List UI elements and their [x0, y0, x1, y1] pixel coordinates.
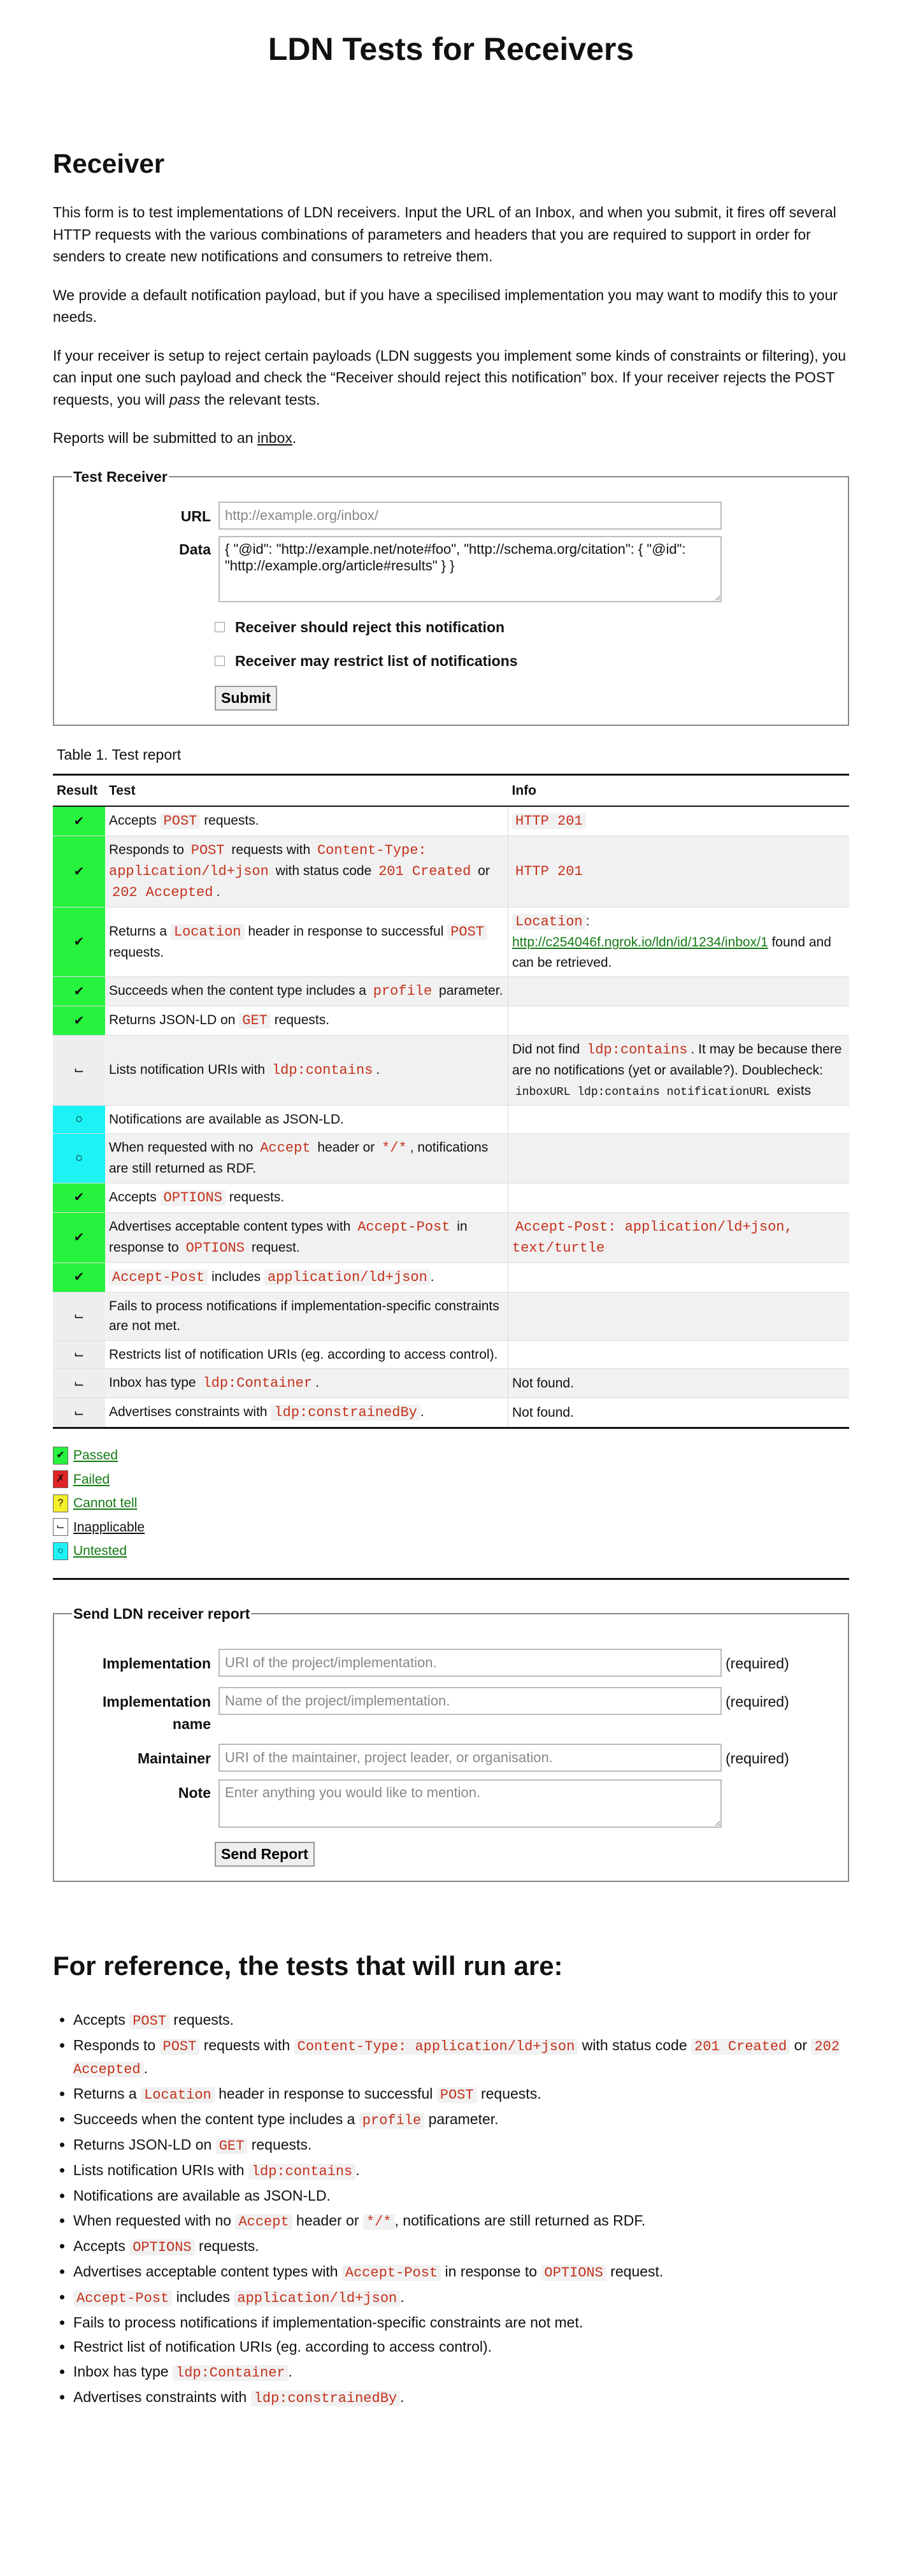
info-cell: [508, 977, 850, 1006]
table-row: [53, 1183, 849, 1212]
note-textarea[interactable]: [218, 1779, 722, 1828]
table-row: [53, 836, 849, 908]
inapplicable-icon: ⌙: [53, 1518, 68, 1536]
note-label: Note: [178, 1784, 211, 1801]
page-title: LDN Tests for Receivers: [268, 31, 634, 67]
maintainer-row: [72, 1744, 830, 1772]
send-report-legend: Send LDN receiver report: [73, 1605, 250, 1622]
list-item: • Accepts OPTIONS requests.: [73, 2235, 849, 2258]
implementation-name-label: Implementation name: [103, 1693, 211, 1732]
untested-icon: ○: [53, 1542, 68, 1560]
list-item: • Advertises acceptable content types with Accept-Post in response to OPTIONS request.: [73, 2261, 849, 2283]
result-inapplicable-icon: ⌙: [53, 1398, 105, 1428]
test-cell: Fails to process notifications if implementation-specific constraints are not met.: [105, 1292, 508, 1340]
list-item: • Advertises constraints with ldp:constrainedBy .: [73, 2386, 849, 2409]
info-cell: HTTP 201: [508, 806, 850, 836]
list-item: • Inbox has type ldp:Container .: [73, 2361, 849, 2384]
maintainer-required: (required): [726, 1750, 789, 1767]
legend-failed-link[interactable]: Failed: [73, 1472, 110, 1487]
legend-untested-link[interactable]: Untested: [73, 1544, 127, 1558]
header-info: Info: [508, 774, 850, 806]
result-untested-icon: ○: [53, 1134, 105, 1183]
list-item: • Notifications are available as JSON-LD.: [73, 2185, 849, 2207]
table-row: [53, 908, 849, 977]
url-input[interactable]: [218, 502, 722, 530]
table-row: [53, 1105, 849, 1134]
result-passed-icon: ✔: [53, 1183, 105, 1212]
reject-checkbox-row[interactable]: [215, 616, 830, 639]
intro-p3-emphasis: pass: [169, 391, 201, 408]
table-row: [53, 1369, 849, 1398]
legend-passed: [53, 1445, 849, 1466]
list-item: • Returns JSON-LD on GET requests.: [73, 2134, 849, 2157]
intro-p4-text: Reports will be submitted to an: [53, 430, 257, 446]
url-label: URL: [180, 508, 211, 525]
table-row: [53, 1398, 849, 1428]
result-passed-icon: ✔: [53, 1006, 105, 1036]
table-row: [53, 1036, 849, 1106]
info-cell: Not found.: [508, 1369, 850, 1398]
maintainer-label: Maintainer: [137, 1750, 211, 1767]
intro-paragraph-1: This form is to test implementations of LDN receivers. Input the URL of an Inbox, and when you submit, it fires off several HTTP requests with the various combinations of parameters and headers that you are required to support in order for senders to create new notifications and consumers to retreive them.: [53, 204, 836, 264]
list-item: • Succeeds when the content type includes a profile parameter.: [73, 2108, 849, 2131]
maintainer-input[interactable]: [218, 1744, 722, 1772]
list-item: • Restrict list of notification URIs (eg. according to access control).: [73, 2336, 849, 2358]
info-cell: [508, 1183, 850, 1212]
test-cell: Advertises acceptable content types with Accept-Post in response to OPTIONS request.: [105, 1212, 508, 1263]
test-cell: Accepts POST requests.: [105, 806, 508, 836]
table-row: [53, 1134, 849, 1183]
data-label: Data: [179, 541, 211, 558]
info-cell: [508, 1292, 850, 1340]
list-item: • When requested with no Accept header or */* , notifications are still returned as RDF.: [73, 2210, 849, 2232]
intro-paragraph-4: [53, 427, 849, 449]
result-inapplicable-icon: ⌙: [53, 1292, 105, 1340]
result-inapplicable-icon: ⌙: [53, 1340, 105, 1369]
list-item: • Accept-Post includes application/ld+json .: [73, 2286, 849, 2309]
test-cell: Notifications are available as JSON-LD.: [105, 1105, 508, 1134]
test-receiver-legend: Test Receiver: [73, 468, 168, 485]
test-cell: Returns a Location header in response to successful POST requests.: [105, 908, 508, 977]
send-report-form: [53, 1603, 849, 1883]
legend-passed-link[interactable]: Passed: [73, 1448, 118, 1463]
info-cell: [508, 1340, 850, 1369]
intro-p3-tail: the relevant tests.: [200, 391, 320, 408]
reference-heading: For reference, the tests that will run are:: [53, 1951, 563, 1981]
legend-row: [53, 1428, 849, 1579]
legend-inapplicable: [53, 1517, 849, 1538]
passed-icon: ✔: [53, 1447, 68, 1465]
reference-list: [53, 2009, 849, 2409]
test-cell: Inbox has type ldp:Container .: [105, 1369, 508, 1398]
implementation-label: Implementation: [103, 1655, 211, 1672]
result-inapplicable-icon: ⌙: [53, 1369, 105, 1398]
list-item: • Accepts POST requests.: [73, 2009, 849, 2032]
list-item: • Returns a Location header in response to successful POST requests.: [73, 2083, 849, 2106]
test-cell: Restricts list of notification URIs (eg. according to access control).: [105, 1340, 508, 1369]
legend-failed: [53, 1470, 849, 1490]
table-row: [53, 1263, 849, 1292]
header-test: Test: [105, 774, 508, 806]
info-cell: Not found.: [508, 1398, 850, 1428]
implementation-name-row: [72, 1687, 830, 1735]
test-cell: Accept-Post includes application/ld+json .: [105, 1263, 508, 1292]
table-row: [53, 1292, 849, 1340]
intro-paragraph-3: [53, 345, 849, 411]
reject-checkbox[interactable]: [215, 622, 225, 632]
result-passed-icon: ✔: [53, 908, 105, 977]
implementation-required: (required): [726, 1655, 789, 1672]
restrict-checkbox[interactable]: [215, 656, 225, 666]
test-cell: When requested with no Accept header or */* , notifications are still returned as RDF.: [105, 1134, 508, 1183]
test-report-table: [53, 739, 849, 1580]
data-row: [72, 536, 830, 602]
table-header-row: [53, 774, 849, 806]
test-cell: Lists notification URIs with ldp:contains .: [105, 1036, 508, 1106]
legend-inapplicable-link[interactable]: Inapplicable: [73, 1519, 145, 1535]
send-report-button[interactable]: Send Report: [215, 1842, 315, 1867]
test-cell: Responds to POST requests with Content-Type: application/ld+json with status code 201 Created or 202 Accepted .: [105, 836, 508, 908]
page: [0, 25, 902, 2409]
implementation-name-input[interactable]: [218, 1687, 722, 1715]
info-cell: Did not find ldp:contains . It may be because there are no notifications (yet or available?). Doublecheck: inboxURL ldp:contains notificationURL exists: [508, 1036, 850, 1106]
result-passed-icon: ✔: [53, 1263, 105, 1292]
info-cell: Accept-Post: application/ld+json, text/turtle: [508, 1212, 850, 1263]
url-row: [72, 502, 830, 530]
location-link[interactable]: http://c254046f.ngrok.io/ldn/id/1234/inbox/1: [512, 935, 768, 950]
inbox-link[interactable]: inbox: [257, 430, 292, 446]
header-result: Result: [53, 774, 105, 806]
test-receiver-form: [53, 466, 849, 727]
implementation-input[interactable]: [218, 1649, 722, 1677]
restrict-checkbox-row[interactable]: [215, 650, 830, 672]
legend-cannot-tell: [53, 1493, 849, 1514]
info-cell: [508, 1006, 850, 1036]
table-row: [53, 1006, 849, 1036]
failed-icon: ✗: [53, 1470, 68, 1488]
result-passed-icon: ✔: [53, 1212, 105, 1263]
legend-cannot-tell-link[interactable]: Cannot tell: [73, 1496, 138, 1510]
result-legend: [53, 1428, 849, 1579]
table-row: [53, 977, 849, 1006]
table-caption: Table 1. Test report: [57, 746, 182, 763]
info-cell: [508, 1263, 850, 1292]
table-row: [53, 1212, 849, 1263]
result-untested-icon: ○: [53, 1105, 105, 1134]
data-textarea[interactable]: [218, 536, 722, 602]
legend-untested: [53, 1541, 849, 1561]
reject-checkbox-label: Receiver should reject this notification: [235, 619, 505, 635]
intro-paragraph-2: We provide a default notification payload, but if you have a specilised implementation you may want to modify this to your needs.: [53, 286, 838, 325]
test-cell: Accepts OPTIONS requests.: [105, 1183, 508, 1212]
list-item: • Lists notification URIs with ldp:contains .: [73, 2159, 849, 2182]
note-row: [72, 1779, 830, 1828]
test-cell: Succeeds when the content type includes a profile parameter.: [105, 977, 508, 1006]
receiver-heading: Receiver: [53, 148, 165, 178]
list-item: • Fails to process notifications if implementation-specific constraints are not met.: [73, 2312, 849, 2334]
result-passed-icon: ✔: [53, 977, 105, 1006]
table-row: [53, 806, 849, 836]
info-cell: [508, 1134, 850, 1183]
cannot-tell-icon: ?: [53, 1494, 68, 1512]
info-cell: [508, 1105, 850, 1134]
result-passed-icon: ✔: [53, 836, 105, 908]
implementation-name-required: (required): [726, 1693, 789, 1710]
info-cell: HTTP 201: [508, 836, 850, 908]
submit-button[interactable]: Submit: [215, 686, 277, 711]
result-passed-icon: ✔: [53, 806, 105, 836]
intro-p3-text: If your receiver is setup to reject certain payloads (LDN suggests you implement some kinds of constraints or filtering), you can input one such payload and check the “Receiver should reject this notification” box. If your receiver rejects the POST requests, you will: [53, 347, 847, 408]
implementation-row: [72, 1649, 830, 1677]
test-cell: Returns JSON-LD on GET requests.: [105, 1006, 508, 1036]
intro-p4-tail: .: [292, 430, 297, 446]
list-item: • Responds to POST requests with Content-Type: application/ld+json with status code 201 Created or 202 Accepted .: [73, 2034, 849, 2080]
restrict-checkbox-label: Receiver may restrict list of notifications: [235, 652, 518, 669]
info-cell: Location : http://c254046f.ngrok.io/ldn/id/1234/inbox/1 found and can be retrieved.: [508, 908, 850, 977]
test-cell: Advertises constraints with ldp:constrainedBy .: [105, 1398, 508, 1428]
result-inapplicable-icon: ⌙: [53, 1036, 105, 1106]
table-row: [53, 1340, 849, 1369]
